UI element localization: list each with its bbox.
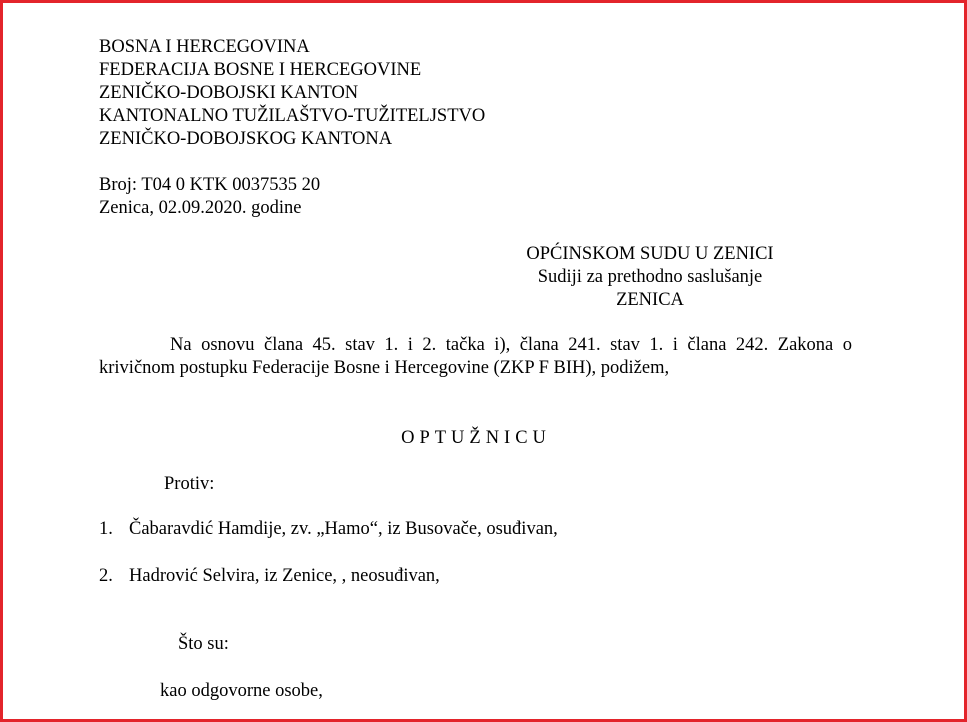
recipient-court: OPĆINSKOM SUDU U ZENICI xyxy=(526,244,774,264)
accused-number: 1. xyxy=(99,519,113,539)
header-line-prosecutor-office: KANTONALNO TUŽILAŠTVO-TUŽITELJSTVO xyxy=(99,106,486,126)
intro-line-2: krivičnom postupku Federacije Bosne i Hercegovine (ZKP F BIH), podižem, xyxy=(99,358,670,378)
intro-line-1: Na osnovu člana 45. stav 1. i 2. tačka i), člana 241. stav 1. i člana 242. Zakona o xyxy=(170,335,852,355)
responsible-label: kao odgovorne osobe, xyxy=(160,681,323,701)
recipient-city: ZENICA xyxy=(616,290,684,310)
header-line-canton: ZENIČKO-DOBOJSKI KANTON xyxy=(99,83,359,103)
that-label: Što su: xyxy=(178,634,229,654)
reference-block xyxy=(99,174,320,220)
recipient-judge: Sudiji za prethodno saslušanje xyxy=(537,267,763,287)
header-line-country: BOSNA I HERCEGOVINA xyxy=(99,37,310,57)
accused-text: Čabaravdić Hamdije, zv. „Hamo“, iz Busovače, osuđivan, xyxy=(129,519,558,539)
recipient-block xyxy=(480,243,820,312)
intro-paragraph xyxy=(99,334,852,380)
accused-item xyxy=(99,565,440,588)
accused-item xyxy=(99,518,558,541)
header-line-canton-genitive: ZENIČKO-DOBOJSKOG KANTONA xyxy=(99,129,393,149)
issuer-header xyxy=(99,36,485,151)
accused-text: Hadrović Selvira, iz Zenice, , neosuđivan, xyxy=(129,566,440,586)
accused-number: 2. xyxy=(99,566,113,586)
document-title: OPTUŽNICU xyxy=(401,428,551,448)
case-number: Broj: T04 0 KTK 0037535 20 xyxy=(99,175,321,195)
against-label: Protiv: xyxy=(164,474,215,494)
header-line-federation: FEDERACIJA BOSNE I HERCEGOVINE xyxy=(99,60,422,80)
place-date: Zenica, 02.09.2020. godine xyxy=(99,198,302,218)
